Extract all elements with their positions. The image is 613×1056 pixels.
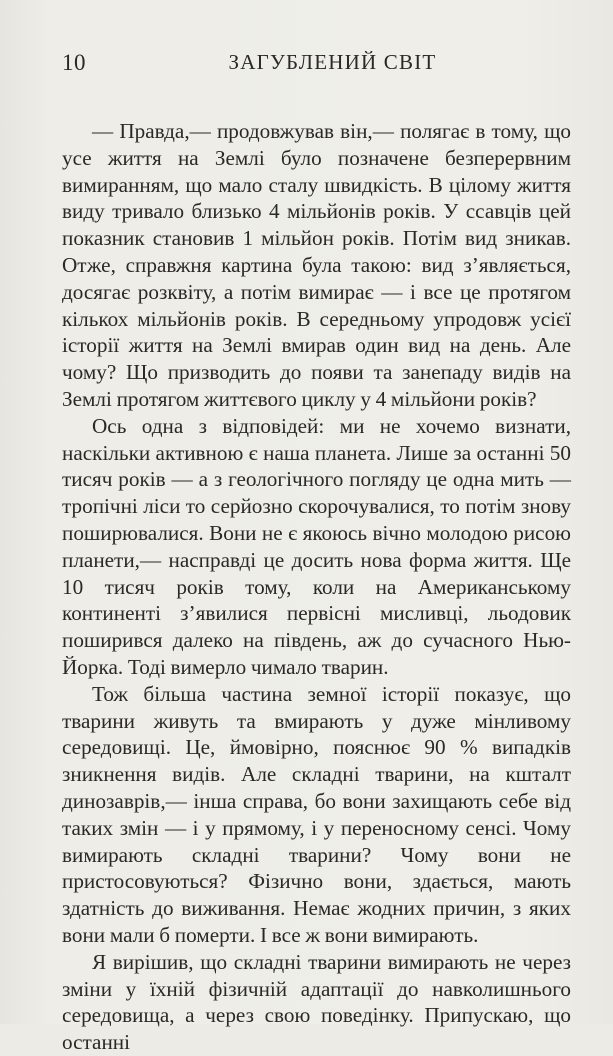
body-text: [62, 118, 571, 1056]
page-header: [62, 50, 575, 86]
running-title: ЗАГУБЛЕНИЙ СВІТ: [228, 50, 437, 74]
paragraph: Ось одна з відповідей: ми не хочемо визнати, наскільки активною є наша планета. Лише за останні 50 тисяч років — а з геологічного погляду це одна мить — тропічні ліси то серйозно скорочувалися, то потім знову поширювалися. Вони не є якоюсь вічно молодою рисою планети,— насправді це досить нова форма життя. Ще 10 тисяч років тому, коли на Американському континенті з’явилися первісні мисливці, льодовик поширився далеко на південь, аж до сучасного Нью-Йорка. Тоді вимерло чимало тварин.: [62, 413, 571, 679]
page-number: 10: [62, 50, 86, 75]
paragraph: — Правда,— продовжував він,— полягає в тому, що усе життя на Землі було позначене безперервним вимиранням, що мало сталу швидкість. В цілому життя виду тривало близько 4 мільйонів років. У ссавців цей показник становив 1 мільйон років. Потім вид зникав. Отже, справжня картина була такою: вид з’являється, досягає розквіту, а потім вимирає — і все це протягом кількох мільйонів років. В середньому упродовж усієї історії життя на Землі вмирав один вид на день. Але чому? Що призводить до появи та занепаду видів на Землі протягом життєвого циклу у 4 мільйони років?: [62, 119, 571, 411]
paragraph: Я вирішив, що складні тварини вимирають не через зміни у їхній фізичній адаптації до навколишнього середовища, а через свою поведінку. Припускаю, що останні: [62, 949, 571, 1055]
paragraph: Тож більша частина земної історії показує, що тварини живуть та вмирають у дуже мінливому середовищі. Це, ймовірно, пояснює 90 % випадків зникнення видів. Але складні тварини, на кшталт динозаврів,— інша справа, бо вони захищають себе від таких змін — і у прямому, і у переносному сенсі. Чому вимирають складні тварини? Чому вони не пристосовуються? Фізично вони, здається, мають здатність до виживання. Немає жодних причин, з яких вони мали б померти. І все ж вони вимирають.: [62, 681, 571, 947]
